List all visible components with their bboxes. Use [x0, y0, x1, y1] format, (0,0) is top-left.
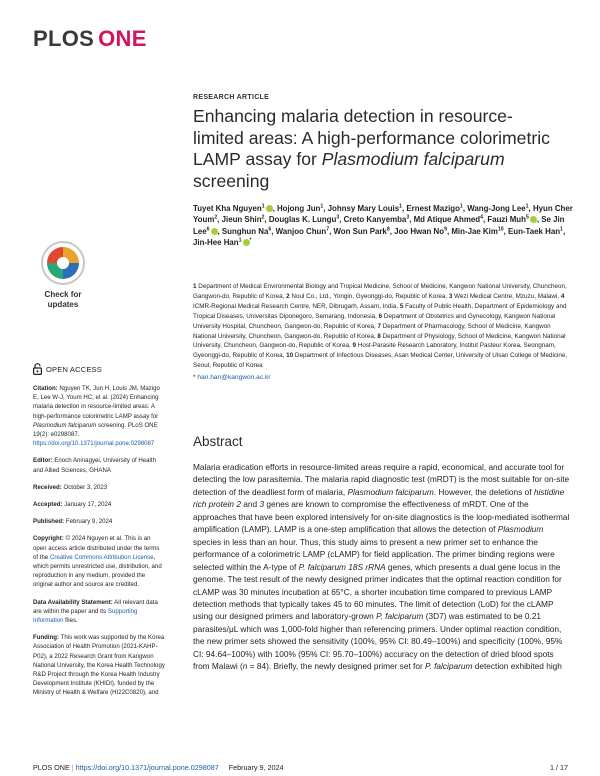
author-affiliation-number: 1 [261, 203, 265, 210]
abstract-text: (3D7) was estimated to be 0.21 parasites/μL which was 1,000-fold higher than referencing primers. Under optimal reaction condition, the new primer sets showed the sensitivity (100%, 95% CI: 80.49–100%) and specificity (100%, 95% CI: 94.64–100%) with 100% (95% CI: 95.70–100%) accuracy on the detection of dried blood spots from Malawi ( [193, 611, 563, 672]
abstract-heading: Abstract [193, 434, 243, 449]
author [414, 215, 483, 224]
citation-text-2: screening. PLoS ONE 19(2): e0298087. [33, 421, 158, 439]
author-affiliation-number: 8 [386, 226, 390, 233]
author-affiliation-number: 1 [238, 237, 242, 244]
published-label: Published: [33, 518, 65, 526]
author-name: Douglas K. Lungu [268, 215, 337, 225]
affiliation-text: ICMR-Regional Medical Research Centre, NER, Dibrugarh, Assam, India, [193, 302, 400, 310]
author-name: Joo Hwan No [394, 226, 445, 236]
published-block [33, 517, 165, 526]
author-affiliation-number: 4 [480, 214, 483, 221]
author-name: Wang-Jong Lee [467, 204, 526, 213]
affiliation-text: Department of Infectious Diseases, Asan Medical Center, University of Ulsan College of Medicine, Seoul, Republic of Korea [193, 352, 568, 370]
orcid-icon[interactable] [530, 216, 537, 223]
copyright-text-2: , which permits unrestricted use, distribution, and reproduction in any medium, provided the original author and source are credited. [33, 553, 162, 589]
abstract-text: species in less than an hour. Thus, this study aims to present a new primer set to enhance the performance of a colorimetric LAMP (cLAMP) for field application. The primer binding regions were selected within the A-type of [193, 536, 555, 572]
affiliation-text: Wezi Medical Centre, Mzuzu, Malawi, [452, 292, 561, 300]
affiliation-text: Department of Pharmacology, School of Medicine, Kangwon National University, Chuncheon, Gangwon-do, Republic of Korea, [193, 322, 551, 340]
author [406, 204, 462, 213]
author-affiliation-number: 7 [326, 226, 330, 233]
footer-date: February 9, 2024 [228, 763, 284, 772]
affiliation-number: 6 [378, 312, 383, 320]
author-affiliation-number: 1 [459, 203, 463, 210]
author-name: Fauzi Muh [487, 215, 526, 225]
affiliation-text: Department of Medical Environmental Biology and Tropical Medicine, School of Medicine, Kangwon National University, Chuncheon, Gangwon-do, Republic of Korea, [193, 283, 567, 300]
author [193, 204, 273, 213]
editor-label: Editor: [33, 457, 53, 465]
author-affiliation-number: 5 [525, 214, 529, 221]
affiliation-number: 8 [377, 332, 381, 340]
footer-page-number: 1 / 17 [550, 763, 568, 772]
author [333, 227, 389, 236]
correspondence-email-link[interactable]: han.han@kangwon.ac.kr [197, 374, 271, 381]
received-date: October 3, 2023 [63, 483, 108, 491]
affiliation-text: Noul Co., Ltd., Yongin, Gyeonggi-do, Republic of Korea, [289, 292, 449, 300]
author-affiliation-number: 3 [406, 214, 410, 221]
abstract-italic-term: n [242, 661, 248, 672]
copyright-block [33, 534, 165, 589]
editor-block [33, 456, 165, 474]
logo-one: ONE [98, 26, 147, 51]
abstract-text: genes, which presents a dual gene locus in the genome. The test result of the newly designed primer indicates that the optimal reaction condition for cLAMP was 30 minutes incubation at 65°C, a shorter incubation time compared to previous LAMP detection methods that typically takes 45 to 60 minutes. The limit of detection (LoD) for the cLAMP using our designed primers and laboratory-grown [193, 561, 562, 622]
author-affiliation-number: 1 [399, 203, 403, 210]
abstract-italic-term: Plasmodium [497, 524, 544, 535]
author-affiliation-number: 1 [525, 203, 529, 210]
accepted-date: January 17, 2024 [64, 501, 112, 509]
author-name: Eun-Taek Han [508, 226, 561, 236]
footer-journal: PLOS ONE [33, 763, 70, 772]
received-label: Received: [33, 483, 62, 491]
affiliation-number: 10 [286, 352, 294, 360]
article-title [193, 106, 553, 192]
author-affiliation-number: 1 [320, 203, 324, 210]
funding-text: This work was supported by the Korea Association of Health Promotion (2021-KAHP-P02), a 2022 Research Grant from Kangwon National University, the Korea Health Technology R&D Project through the Korea Health Industry Development Institute (KHIDI), funded by the Ministry of Health & Welfare (HI22C0820), and [33, 634, 165, 697]
author-name: Ernest Mazigo [406, 204, 460, 213]
copyright-text: © 2024 Nguyen et al. This is an open access article distributed under the terms of the [33, 535, 160, 561]
check-for-updates-badge[interactable] [33, 238, 93, 314]
author-affiliation-number: 6 [206, 226, 210, 233]
citation-doi-link[interactable]: https://doi.org/10.1371/journal.pone.0298087 [33, 440, 155, 448]
title-part-2: screening [193, 170, 270, 191]
author-name: Jin-Hee Han [193, 238, 239, 248]
author-name: Md Atique Ahmed [413, 215, 481, 225]
orcid-icon[interactable] [243, 239, 250, 246]
published-date: February 9, 2024 [65, 518, 113, 526]
editor-text: Enoch Aninagyei, University of Health and Allied Sciences, GHANA [33, 457, 156, 474]
open-access-label [33, 363, 102, 375]
author [467, 204, 528, 213]
corresponding-marker: * [249, 237, 252, 244]
footer-doi-link[interactable]: https://doi.org/10.1371/journal.pone.0298087 [75, 763, 219, 772]
author-affiliation-number: 2 [214, 214, 218, 221]
author-name: Hyun Cher Youm [193, 204, 573, 225]
author [276, 227, 329, 236]
abstract-italic-term: histidine rich protein 2 [193, 486, 565, 510]
author-name: Min-Jae Kim [451, 226, 498, 236]
author-name: Wanjoo Chun [275, 226, 327, 236]
author-name: Johnsy Mary Louis [327, 204, 400, 213]
author-affiliation-number: 6 [268, 226, 272, 233]
citation-label: Citation: [33, 385, 58, 392]
copyright-label: Copyright: [33, 535, 64, 543]
author-name: Jieun Shin [221, 215, 262, 225]
correspondence [193, 374, 270, 381]
author [487, 215, 536, 224]
abstract-italic-term: Plasmodium falciparum [347, 486, 434, 497]
data-availability-label: Data Availability Statement: [33, 598, 113, 606]
affiliation-number: 7 [377, 322, 381, 330]
accepted-label: Accepted: [33, 501, 63, 509]
abstract-italic-term: 3 [259, 499, 265, 510]
check-updates-line1: Check for [44, 290, 82, 299]
orcid-icon[interactable] [211, 228, 218, 235]
abstract-body [193, 461, 571, 673]
check-updates-icon [33, 238, 93, 288]
affiliation-text: Host-Parasite Research Laboratory, Institut Pasteur Korea, Seongnam, Gyeonggi-do, Republic of Korea, [193, 342, 556, 360]
author-affiliation-number: 10 [497, 226, 504, 233]
author-name: Sunghun Na [221, 226, 269, 236]
author [269, 215, 339, 224]
data-availability-block [33, 598, 165, 626]
open-access-text: OPEN ACCESS [46, 364, 102, 374]
author [222, 215, 265, 224]
abstract-text: genes are known to compromise the effectiveness of mRDT. One of the approaches that have been explored intensively for on-site diagnostics is the loop-mediated isothermal amplification (LAMP). LAMP is a one-step amplification that allows the detection of [193, 499, 570, 535]
license-link[interactable]: Creative Commons Attribution License [49, 553, 154, 561]
author [394, 227, 447, 236]
citation-text: Nguyen TK, Jun H, Louis JM, Mazigo E, Lee W-J, Youm HC, et al. (2024) Enhancing malaria detection in resource-limited areas: A high-performance colorimetric LAMP assay for [33, 385, 160, 420]
author-name: Se Jin Lee [193, 215, 565, 236]
abstract-text: detection exhibited high [472, 661, 562, 672]
author [277, 204, 323, 213]
funding-label: Funding: [33, 634, 60, 642]
author-affiliation-number: 2 [261, 214, 265, 221]
abstract-italic-term: P. falciparum [376, 611, 424, 622]
affiliation-number: 1 [193, 283, 197, 290]
author [344, 215, 410, 224]
correspondence-marker: * [193, 374, 196, 381]
open-lock-icon [33, 363, 42, 375]
author-list: Tuyet Kha Nguyen$^1$ , Hojong Jun$^1$, Johnsy Mary Louis$^1$, Ernest Mazigo$^1$, Wang-Jong Lee$^1$, Hyun Cher Youm$^2$, Jieun Shin$^2$, Douglas K. Lungu$^3$, Creto Kanyemba$^3$, Md Atique Ahmed$^4$, Fauzi Muh$^5$ , Se Jin Lee$^6$ , Sunghun Na$^6$, Wanjoo Chun$^7$, Won Sun Park$^8$, Joo Hwan No$^9$, Min-Jae Kim$^{10}$, Eun-Taek Han$^1$, Jin-Hee Han$^1$ * [193, 203, 573, 248]
citation-block [33, 384, 165, 448]
check-updates-line2: updates [47, 300, 79, 309]
author-name: Won Sun Park [333, 226, 387, 236]
data-availability-text: All relevant data are within the paper and its [33, 598, 158, 615]
abstract-text: Malaria eradication efforts in resource-limited areas require a rapid, economical, and accurate tool for detecting the low parasitemia. The malaria rapid diagnostic test (mRDT) is the most suitable for on-site detection of the deadliest form of malaria, [193, 462, 570, 497]
received-block [33, 483, 165, 492]
author [193, 238, 252, 247]
author-name: Hojong Jun [276, 204, 321, 213]
affiliation-number: 4 [560, 292, 565, 300]
abstract-text: and [240, 499, 260, 510]
logo-plos: PLOS [33, 26, 95, 51]
author [508, 227, 563, 236]
supporting-information-link[interactable]: Supporting Information [33, 607, 138, 625]
abstract-italic-term: P. falciparum 18S rRNA [298, 561, 386, 572]
abstract-italic-term: P. falciparum [425, 661, 473, 672]
affiliation [449, 293, 561, 300]
affiliation-number: 5 [399, 302, 404, 310]
author-affiliation-number: 9 [444, 226, 447, 233]
title-species: Plasmodium falciparum [321, 149, 505, 169]
affiliation-text: Department of Physiology, School of Medicine, Kangwon National University, Chuncheon, Gangwon-do, Republic of Korea, [193, 332, 566, 350]
author-name: Tuyet Kha Nguyen [193, 204, 262, 213]
citation-species: Plasmodium falciparum [33, 421, 97, 429]
affiliation [286, 293, 449, 300]
author [451, 227, 503, 236]
data-availability-text-2: files. [63, 617, 78, 625]
article-type: RESEARCH ARTICLE [193, 94, 270, 101]
author [328, 204, 402, 213]
title-part-1: Enhancing malaria detection in resource-limited areas: A high-performance colorimetric LAMP assay for [193, 106, 550, 169]
author-affiliation-number: 1 [560, 226, 563, 233]
journal-logo[interactable] [33, 26, 147, 52]
accepted-block [33, 500, 165, 509]
funding-block [33, 633, 165, 697]
footer-separator: | [71, 763, 74, 772]
orcid-icon[interactable] [266, 205, 273, 212]
author-name: Creto Kanyemba [343, 215, 407, 225]
affiliation-number: 2 [286, 292, 290, 300]
affiliation-list [193, 282, 573, 371]
article-metadata-sidebar [33, 384, 165, 706]
affiliation-text: Faculty of Public Health, Department of Epidemiology and Tropical Diseases, Universitas Diponegoro, Semarang, Indonesia, [193, 302, 567, 320]
affiliation-number: 9 [352, 342, 357, 350]
affiliation-number: 3 [448, 292, 453, 300]
abstract-text: . However, the deletions of [433, 486, 534, 497]
footer-left [33, 763, 283, 772]
affiliation-text: Department of Obstetrics and Gynecology, Kangwon National University Hospital, Chuncheon, Gangwon-do, Republic of Korea, [193, 312, 556, 330]
author [222, 227, 271, 236]
author-affiliation-number: 3 [336, 214, 340, 221]
abstract-text: = 84). Briefly, the newly designed primer set for [247, 661, 426, 672]
page-footer [33, 763, 568, 772]
